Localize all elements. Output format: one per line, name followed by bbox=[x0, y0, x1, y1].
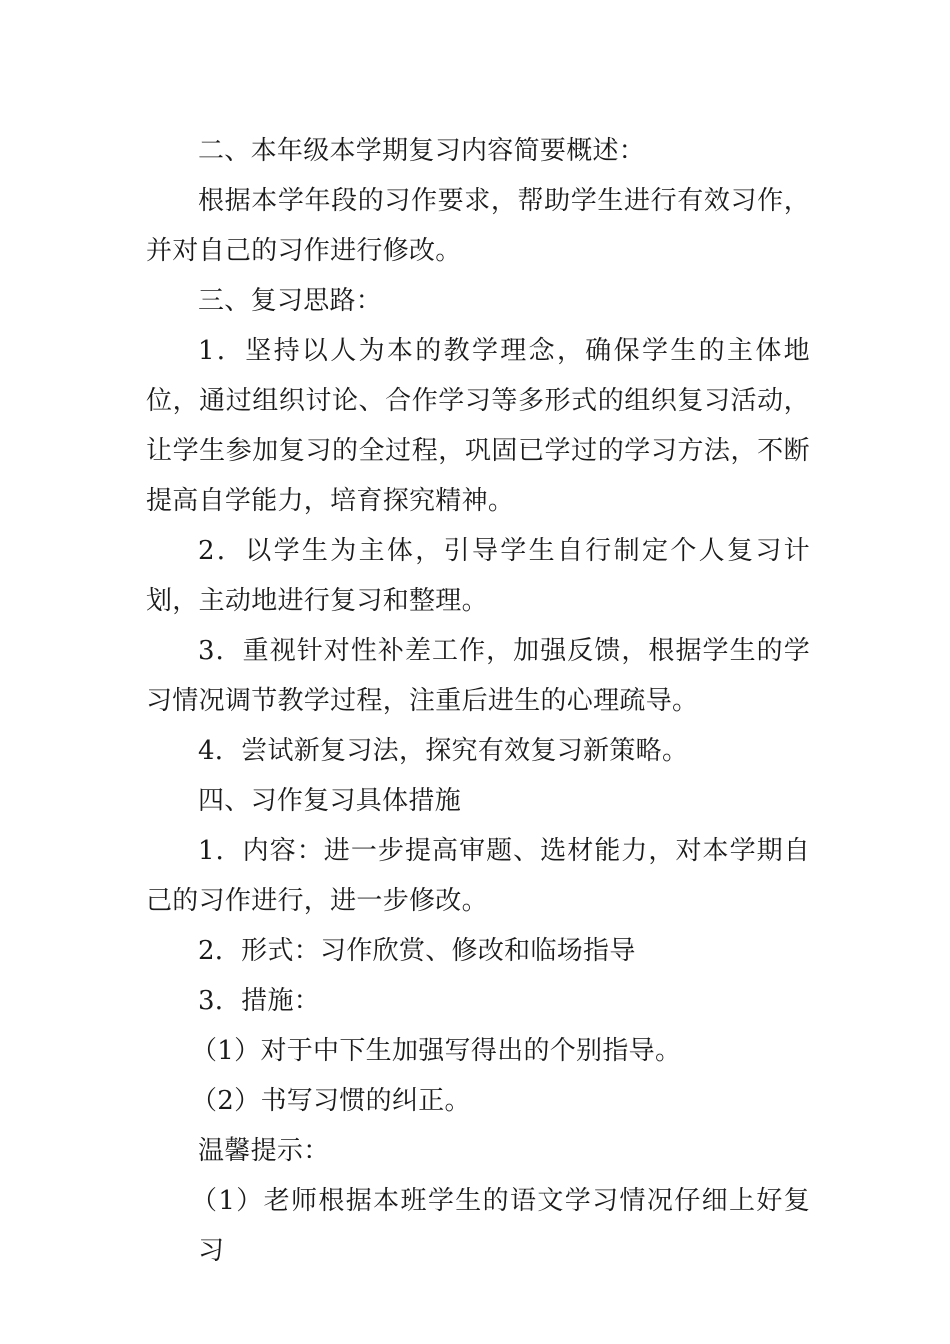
section-heading-2: 二、本年级本学期复习内容简要概述： bbox=[198, 136, 646, 166]
paragraph-summary: 根据本学年段的习作要求，帮助学生进行有效习作，并对自己的习作进行修改。 bbox=[146, 186, 810, 266]
document-body bbox=[146, 126, 810, 1276]
measure-item-1: 1．内容：进一步提高审题、选材能力，对本学期自己的习作进行，进一步修改。 bbox=[146, 836, 810, 916]
tip-item-1: （1）老师根据本班学生的语文学习情况仔细上好复习 bbox=[191, 1186, 810, 1266]
section-heading-4: 四、习作复习具体措施 bbox=[198, 786, 462, 816]
measure-item-2: 2．形式：习作欣赏、修改和临场指导 bbox=[198, 936, 636, 966]
tips-heading: 温馨提示： bbox=[198, 1136, 330, 1166]
list-item-1: 1．坚持以人为本的教学理念，确保学生的主体地位，通过组织讨论、合作学习等多形式的组织复习活动，让学生参加复习的全过程，巩固已学过的学习方法，不断提高自学能力，培育探究精神。 bbox=[146, 336, 810, 516]
list-item-2: 2．以学生为主体，引导学生自行制定个人复习计划，主动地进行复习和整理。 bbox=[146, 536, 810, 616]
section-heading-3: 三、复习思路： bbox=[198, 286, 383, 316]
sub-item-2: （2）书写习惯的纠正。 bbox=[191, 1086, 471, 1116]
sub-item-1: （1）对于中下生加强写得出的个别指导。 bbox=[191, 1036, 682, 1066]
list-item-4: 4．尝试新复习法，探究有效复习新策略。 bbox=[198, 736, 689, 766]
list-item-3: 3．重视针对性补差工作，加强反馈，根据学生的学习情况调节教学过程，注重后进生的心理疏导。 bbox=[146, 636, 810, 716]
measure-item-3: 3．措施： bbox=[198, 986, 321, 1016]
